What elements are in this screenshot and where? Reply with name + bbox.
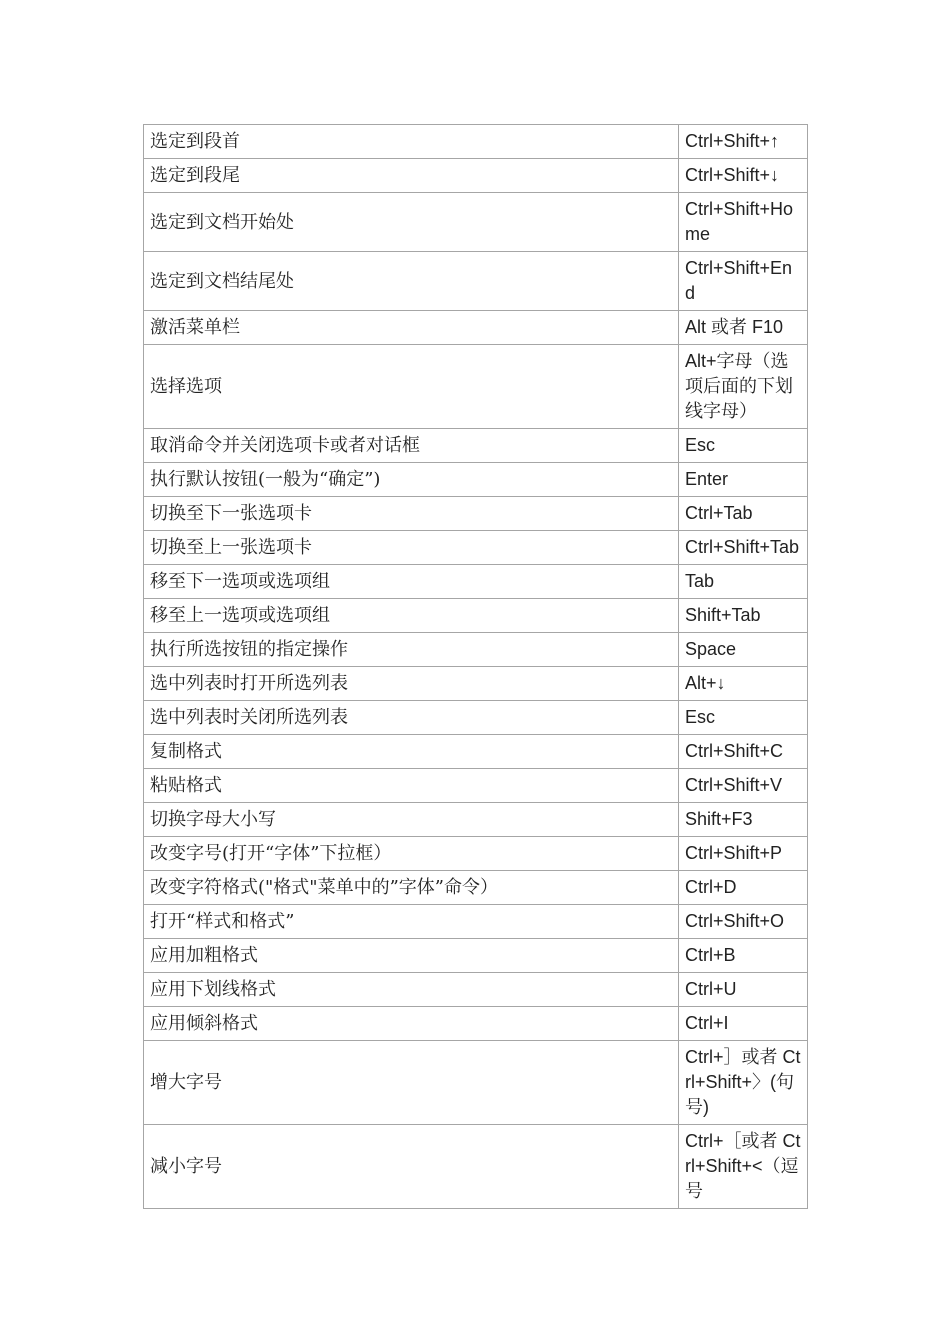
shortcut-cell: Ctrl+Shift+↑ bbox=[679, 125, 808, 159]
shortcut-table bbox=[143, 124, 808, 1209]
table-row bbox=[144, 311, 808, 345]
shortcut-cell: Enter bbox=[679, 463, 808, 497]
action-cell: 应用加粗格式 bbox=[144, 939, 679, 973]
shortcut-cell: Ctrl+Shift+V bbox=[679, 769, 808, 803]
table-row bbox=[144, 159, 808, 193]
shortcut-cell: Esc bbox=[679, 429, 808, 463]
action-cell: 改变字号(打开“字体”下拉框） bbox=[144, 837, 679, 871]
action-cell: 粘贴格式 bbox=[144, 769, 679, 803]
action-cell: 选定到段首 bbox=[144, 125, 679, 159]
shortcut-cell: Ctrl+Shift+↓ bbox=[679, 159, 808, 193]
table-row bbox=[144, 735, 808, 769]
table-row bbox=[144, 565, 808, 599]
action-cell: 取消命令并关闭选项卡或者对话框 bbox=[144, 429, 679, 463]
table-row bbox=[144, 769, 808, 803]
shortcut-table-body bbox=[144, 125, 808, 1209]
action-cell: 复制格式 bbox=[144, 735, 679, 769]
shortcut-cell: Tab bbox=[679, 565, 808, 599]
table-row bbox=[144, 463, 808, 497]
table-row bbox=[144, 803, 808, 837]
action-cell: 选定到文档开始处 bbox=[144, 193, 679, 252]
table-row bbox=[144, 871, 808, 905]
action-cell: 选中列表时打开所选列表 bbox=[144, 667, 679, 701]
table-row bbox=[144, 599, 808, 633]
action-cell: 选定到文档结尾处 bbox=[144, 252, 679, 311]
shortcut-cell: Ctrl+Tab bbox=[679, 497, 808, 531]
table-row bbox=[144, 973, 808, 1007]
action-cell: 选定到段尾 bbox=[144, 159, 679, 193]
action-cell: 应用下划线格式 bbox=[144, 973, 679, 1007]
shortcut-cell: Alt+↓ bbox=[679, 667, 808, 701]
shortcut-cell: Ctrl+U bbox=[679, 973, 808, 1007]
action-cell: 切换至上一张选项卡 bbox=[144, 531, 679, 565]
action-cell: 切换字母大小写 bbox=[144, 803, 679, 837]
action-cell: 执行所选按钮的指定操作 bbox=[144, 633, 679, 667]
shortcut-cell: Ctrl+Shift+O bbox=[679, 905, 808, 939]
action-cell: 选中列表时关闭所选列表 bbox=[144, 701, 679, 735]
table-row bbox=[144, 497, 808, 531]
shortcut-cell: Ctrl+Shift+C bbox=[679, 735, 808, 769]
shortcut-cell: Ctrl+］或者 Ctrl+Shift+〉(句号) bbox=[679, 1041, 808, 1125]
table-row bbox=[144, 252, 808, 311]
table-row bbox=[144, 193, 808, 252]
shortcut-cell: Ctrl+Shift+P bbox=[679, 837, 808, 871]
action-cell: 移至下一选项或选项组 bbox=[144, 565, 679, 599]
action-cell: 应用倾斜格式 bbox=[144, 1007, 679, 1041]
shortcut-cell: Ctrl+［或者 Ctrl+Shift+<（逗号 bbox=[679, 1125, 808, 1209]
action-cell: 激活菜单栏 bbox=[144, 311, 679, 345]
shortcut-cell: Shift+Tab bbox=[679, 599, 808, 633]
table-row bbox=[144, 905, 808, 939]
shortcut-cell: Space bbox=[679, 633, 808, 667]
action-cell: 打开“样式和格式” bbox=[144, 905, 679, 939]
action-cell: 减小字号 bbox=[144, 1125, 679, 1209]
shortcut-cell: Esc bbox=[679, 701, 808, 735]
table-row bbox=[144, 345, 808, 429]
table-row bbox=[144, 837, 808, 871]
shortcut-cell: Ctrl+I bbox=[679, 1007, 808, 1041]
shortcut-cell: Ctrl+Shift+Tab bbox=[679, 531, 808, 565]
table-row bbox=[144, 939, 808, 973]
shortcut-cell: Ctrl+Shift+Home bbox=[679, 193, 808, 252]
table-row bbox=[144, 1041, 808, 1125]
table-row bbox=[144, 667, 808, 701]
table-row bbox=[144, 125, 808, 159]
shortcut-cell: Ctrl+Shift+End bbox=[679, 252, 808, 311]
shortcut-cell: Shift+F3 bbox=[679, 803, 808, 837]
action-cell: 执行默认按钮(一般为“确定”) bbox=[144, 463, 679, 497]
table-row bbox=[144, 1007, 808, 1041]
shortcut-cell: Alt+字母（选项后面的下划线字母） bbox=[679, 345, 808, 429]
table-row bbox=[144, 701, 808, 735]
action-cell: 切换至下一张选项卡 bbox=[144, 497, 679, 531]
table-row bbox=[144, 633, 808, 667]
action-cell: 增大字号 bbox=[144, 1041, 679, 1125]
action-cell: 选择选项 bbox=[144, 345, 679, 429]
action-cell: 移至上一选项或选项组 bbox=[144, 599, 679, 633]
table-row bbox=[144, 531, 808, 565]
table-row bbox=[144, 429, 808, 463]
shortcut-cell: Ctrl+D bbox=[679, 871, 808, 905]
shortcut-cell: Alt 或者 F10 bbox=[679, 311, 808, 345]
shortcut-cell: Ctrl+B bbox=[679, 939, 808, 973]
action-cell: 改变字符格式("格式"菜单中的”字体”命令） bbox=[144, 871, 679, 905]
table-row bbox=[144, 1125, 808, 1209]
